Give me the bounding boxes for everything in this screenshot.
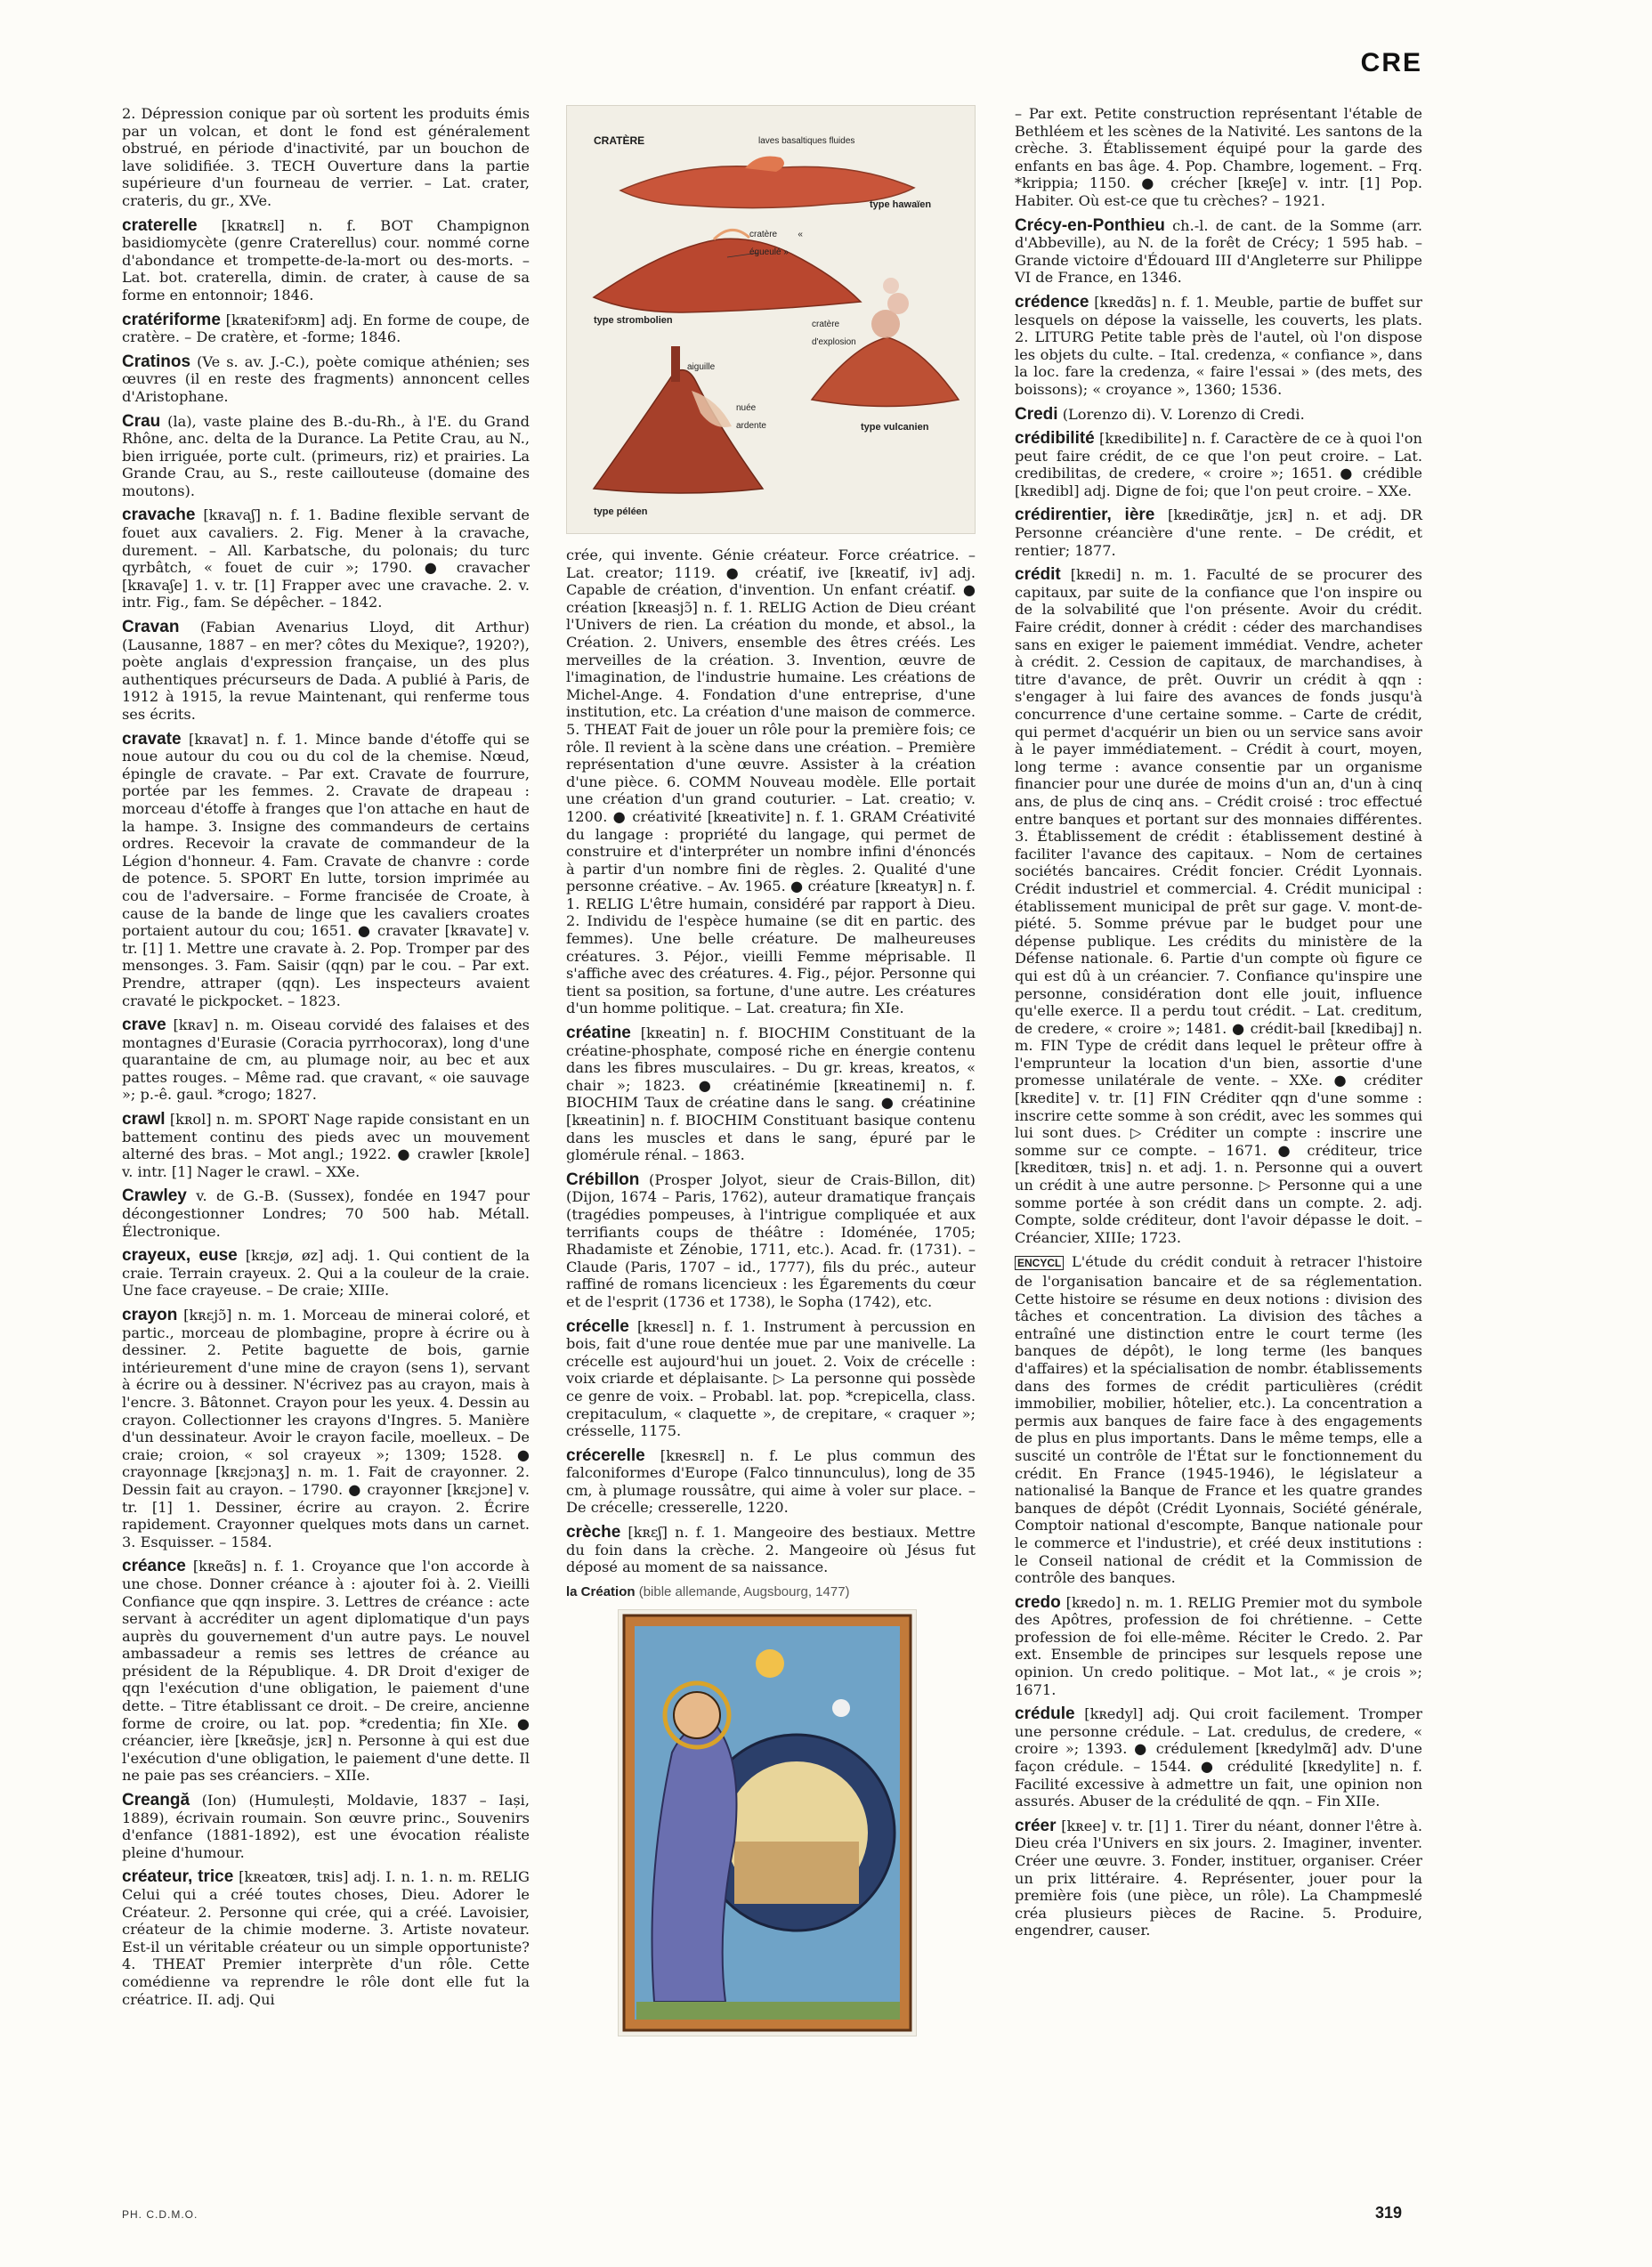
creation-picture [619,1610,916,2036]
entry-headword: credo [1015,1592,1061,1612]
column-2 [566,105,976,2036]
label-laves: laves basaltiques fluides [758,136,855,146]
entry-headword: cratériforme [122,310,221,329]
entry-headword: Cravan [122,618,180,637]
entry [566,547,976,1017]
entry-text: (Ion) (Humulești, Moldavie, 1837 – Iași, 1889), écrivain roumain. Son œuvre princ., Souvenirs d'enfance (1881-1892), est une évocation réaliste pleine d'humour. [122,1792,530,1861]
entry [122,217,530,304]
entry [122,1868,530,2008]
entry [122,1307,530,1550]
caption-head: la Création [566,1583,636,1599]
cratere-illustration [566,105,976,534]
entry-headword: créatine [566,1024,631,1043]
entry [1015,105,1422,210]
entry-headword: Credi [1015,404,1058,424]
entry [122,506,530,611]
entry [1015,1594,1422,1699]
entry-headword: créer [1015,1816,1057,1835]
entry-headword: Crawley [122,1186,187,1206]
entry [1015,406,1422,424]
label-aiguille: aiguille [687,362,716,372]
entry-text: [kʀedo] n. m. 1. RELIG Premier mot du symbole des Apôtres, profession de foi chrétienne. – Cette profession de foi elle-même. Réciter le Credo. 2. Par ext. Ensemble de principes sur lesquels repose une opinion. Un credo politique. – Mot lat., « je crois »; 1671. [1015,1593,1422,1698]
entry-headword: créance [122,1557,186,1576]
label-cratere-explosion: cratère d'explosion [812,320,856,347]
entry-headword: crédibilité [1015,429,1095,449]
column-1 [122,105,530,2015]
entry-text: [kʀedibilite] n. f. Caractère de ce à quoi l'on peut faire crédit, de ce que l'on peut croire. – Lat. credibilitas, de credere, « croire »; 1651. ● crédible [kʀedibl] adj. Digne de foi; que l'on peut croire. – XXe. [1015,430,1422,499]
entry-text: [kʀɛʃ] n. f. 1. Mangeoire des bestiaux. Mettre du foin dans la crèche. 2. Mangeoire où Jésus fut déposé au moment de sa naissance. [566,1524,976,1576]
entry [122,1111,530,1180]
entry-text: crée, qui invente. Génie créateur. Force créatrice. – Lat. creator; 1119. ● créatif, ive [kʀeatif, iv] adj. Capable de création, d'invention. Un enfant créatif. ● création [kʀeasjɔ̃] n. f. 1. RELIG Action de Dieu créant l'Univers de rien. La création du monde, et absol., la Création. 2. Univers, ensemble des êtres créés. Les merveilles de la création. 3. Invention, œuvre de l'imagination, de l'industrie humaine. Les créations de Michel-Ange. 4. Fondation d'une entreprise, d'une institution, etc. La création d'une maison de commerce. 5. THEAT Fait de jouer un rôle pour la première fois; ce rôle. Il revient à la scène dans une création. – Première représentation d'une œuvre. Assister à la création d'une pièce. 6. COMM Nouveau modèle. Elle portait une création d'un grand couturier. – Lat. creatio; v. 1200. ● créativité [kʀeativite] n. f. 1. GRAM Créativité du langage : propriété du langage, qui permet de construire et d'interpréter un nombre infini d'énoncés à partir d'un nombre fini de règles. 2. Qualité d'une personne créative. – Av. 1965. ● créature [kʀeatyʀ] n. f. 1. RELIG L'être humain, considéré par rapport à Dieu. 2. Individu de l'espèce humaine (se dit en partic. des femmes). Une belle créature. De malheureuses créatures. 3. Péjor., vieilli Femme méprisable. Il s'affiche avec des créatures. 4. Fig., péjor. Personne qui tient sa position, sa fortune, d'une autre. Les créatures d'un homme politique. – Lat. creatura; fin XIe. [566,547,976,1017]
entry-text: [kʀateʀifɔʀm] adj. En forme de coupe, de cratère. – De cratère, et -forme; 1846. [122,311,530,346]
entry-text: – Par ext. Petite construction représentant l'étable de Bethléem et les scènes de la Nativité. Les santons de la crèche. 3. Établissement équipé pour la garde des enfants en bas âge. 4. Pop. Chambre, logement. – Frq. *krippia; 1150. ● crécher [kʀeʃe] v. intr. [1] Pop. Habiter. Où est-ce que tu crèches? – 1921. [1015,105,1422,209]
entry-text: [kʀav] n. m. Oiseau corvidé des falaises et des montagnes d'Eurasie (Coracia pyrrhocorax), long d'une quarantaine de cm, au plumage noir, au bec et aux pattes rouges. – Même rad. que cravant, « oie sauvage »; p.-ê. gaul. *crogo; 1827. [122,1016,530,1104]
entry [122,619,530,724]
caption-rest: (bible allemande, Augsbourg, 1477) [638,1583,850,1599]
entry [122,731,530,1010]
entry-headword: crèche [566,1523,621,1542]
entry [566,1171,976,1311]
entry-headword: crédence [1015,292,1089,312]
label-peleen: type péléen [594,506,648,517]
entry-headword: ENCYCL [1015,1256,1064,1270]
label-nuee: nuée ardente [736,403,766,431]
entry-headword: Creangă [122,1791,190,1810]
entry-text: (Fabian Avenarius Lloyd, dit Arthur) (Lausanne, 1887 – en mer? côtes du Mexique?, 1920?), poète anglais d'expression française, un des plus authentiques précurseurs de Dada. A publié à Paris, de 1912 à 1915, la revue Maintenant, qui renferme tous ses écrits. [122,619,530,723]
entry [1015,430,1422,499]
entry [122,1792,530,1861]
entry-headword: crayon [122,1306,178,1324]
entry-headword: craterelle [122,215,198,235]
entry-text: (Ve s. av. J.-C.), poète comique athénien; ses œuvres (il en reste des fragments) annoncent celles d'Aristophane. [122,352,530,405]
entry-text: [kʀeɑ̃s] n. f. 1. Croyance que l'on accorde à une chose. Donner créance à : ajouter foi à. 2. Vieilli Confiance que qqn inspire. 3. Lettres de créance : acte servant à accréditer un agent diplomatique d'un pays auprès du gouvernement d'un autre pays. Le nouvel ambassadeur a remis ses lettres de créance au président de la République. 4. DR Droit d'exiger de qqn l'exécution d'une obligation, le paiement d'une dette. – Titre établissant ce droit. – De creire, ancienne forme de croire, ou lat. pop. *credentia; fin XIe. ● créancier, ière [kʀeɑ̃sje, jɛʀ] n. Personne à qui est due l'exécution d'une obligation, le paiement d'une dette. Il ne paie pas ses créanciers. – XIIe. [122,1558,530,1785]
entry-text: v. de G.-B. (Sussex), fondée en 1947 pour décongestionner Londres; 70 500 hab. Métall. Électronique. [122,1187,530,1240]
creation-woodcut [618,1609,917,2036]
entry [1015,506,1422,559]
entry-headword: crave [122,1016,166,1035]
entry [122,1247,530,1299]
entry-headword: Crébillon [566,1170,640,1189]
entry-text: (Lorenzo di). V. Lorenzo di Credi. [1062,405,1305,423]
entry-text: [kʀee] v. tr. [1] 1. Tirer du néant, donner l'être à. Dieu créa l'Univers en six jours. 2. Imaginer, inventer. Créer une œuvre. 3. Fonder, instituer, organiser. Créer un prix littéraire. 4. Représenter, jouer pour la première fois (une pièce, un rôle). La Champmeslé créa plusieurs pièces de Racine. 5. Produire, engendrer, causer. [1015,1817,1422,1939]
entry [1015,294,1422,399]
entry-headword: crédirentier, ière [1015,506,1155,525]
entry [122,312,530,346]
figure-title: CRATÈRE [594,134,645,147]
guide-word: CRE [1360,48,1422,77]
entry-text: (Prosper Jolyot, sieur de Crais-Billon, dit) (Dijon, 1674 – Paris, 1762), auteur dramatique français (tragédies pompeuses, à l'intrigue compliquée et aux terrifiants coups de théâtre : Idoménée, 1705; Rhadamiste et Zénobie, 1711, etc.). Acad. fr. (1731). – Claude (Paris, 1707 – id., 1777), fils du préc., auteur raffiné de romans licencieux : les Égarements du cœur et de l'esprit (1736 et 1738), le Sopha (1742), etc. [566,1170,976,1310]
entry-text: [kʀavat] n. f. 1. Mince bande d'étoffe qui se noue autour du cou ou du col de la chemise. Nœud, épingle de cravate. – Par ext. Cravate de fourrure, portée par les femmes. 2. Cravate de drapeau : morceau d'étoffe à franges que l'on attache en haut de la hampe. 3. Insigne des commandeurs de certains ordres. Recevoir la cravate de commandeur de la Légion d'honneur. 4. Fam. Cravate de chanvre : corde de potence. 5. SPORT En lutte, torsion imprimée au cou de l'adversaire. – Forme francisée de Croate, à cause de la bande de linge que les cavaliers croates portaient autour du cou; 1651. ● cravater [kʀavate] v. tr. [1] 1. Mettre une cravate à. 2. Pop. Tromper par des mensonges. 3. Fam. Saisir (qqn) par le cou. – Par ext. Prendre, attraper (qqn). Les inspecteurs avaient cravaté le pickpocket. – 1823. [122,730,530,1009]
entry-text: [kʀavaʃ] n. f. 1. Badine flexible servant de fouet aux cavaliers. 2. Fig. Mener à la cravache, durement. – All. Karbatsche, du polonais; du turc qyrbâtch, « fouet de cuir »; 1790. ● cravacher [kʀavaʃe] 1. v. tr. [1] Frapper avec une cravache. 2. v. intr. Fig., fam. Se dépêcher. – 1842. [122,506,530,611]
entry-text: [kʀol] n. m. SPORT Nage rapide consistant en un battement continu des pieds avec un mouvement alterné des bras. – Mot angl.; 1922. ● crawler [kʀole] v. intr. [1] Nager le crawl. – XXe. [122,1111,530,1180]
entry-headword: crayeux, euse [122,1246,238,1266]
entry-headword: crécerelle [566,1445,645,1465]
entry [1015,1818,1422,1939]
entry-headword: Cratinos [122,352,191,371]
entry-text: L'étude du crédit conduit à retracer l'histoire de l'organisation bancaire et de sa réglementation. Cette histoire se résume en deux notions : division des tâches et concentration. La division des tâches a entraîné une distinction entre le court terme (les banques de dépôt), le long terme (les banques d'affaires) et la spécialisation de nombr. établissements dans des formes de crédit particulières (crédit immobilier, mobilier, hôtelier, etc.). La concentration a permis aux banques de faire face à des engagements de plus en plus importants. Dans le même temps, elle a suscité un contrôle de l'État sur le fonctionnement du crédit. En France (1945-1946), le législateur a nationalisé la Banque de France et les quatre grandes banques de dépôt (Crédit Lyonnais, Société générale, Comptoir national d'escompte, Banque nationale pour le commerce et l'industrie), et créé deux institutions : le Conseil national de crédit et la Commission de contrôle des banques. [1015,1253,1422,1587]
page-number: 319 [1375,2204,1403,2222]
entry [122,1016,530,1104]
label-vulcanien: type vulcanien [861,422,929,433]
entry [122,413,530,500]
entry [1015,1253,1422,1586]
entry-headword: crédule [1015,1704,1075,1724]
entry [1015,217,1422,287]
label-hawaien: type hawaïen [870,199,932,210]
entry-headword: crédit [1015,565,1061,585]
label-cratere-egueule: cratère « égueulé » [749,230,803,257]
entry [1015,566,1422,1246]
entry-text: [kʀesʀɛl] n. f. Le plus commun des falconiformes d'Europe (Falco tinnunculus), long de 35 cm, à plumage roussâtre, qui aime à voler sur place. – De crécelle; cresserelle, 1220. [566,1446,976,1517]
entry-text: [kʀeatœʀ, tʀis] adj. I. n. 1. n. m. RELIG Celui qui a créé toutes choses, Dieu. Adorer le Créateur. 2. Personne qui crée, qui a créé. Lavoisier, créateur de la chimie moderne. 3. Artiste novateur. Est-il un véritable créateur ou un simple opportuniste? 4. THEAT Premier interprète d'un rôle. Cette comédienne va reprendre le rôle dont elle fut la créatrice. II. adj. Qui [122,1868,530,2008]
entry-headword: Crécy-en-Ponthieu [1015,215,1165,235]
entry-text: (la), vaste plaine des B.-du-Rh., à l'E. du Grand Rhône, anc. delta de la Durance. La Petite Crau, au N., bien irriguée, porte cult. (primeurs, riz) et prairies. La Grande Crau, au S., reste caillouteuse (domaine des moutons). [122,412,530,499]
photo-credit: PH. C.D.M.O. [122,2208,198,2221]
entry-text: [kʀedyl] adj. Qui croit facilement. Tromper une personne crédule. – Lat. credulus, de credere, « croire »; 1393. ● crédulement [kʀedylmɑ̃] adv. D'une façon crédule. – 1544. ● crédulité [kʀedylite] n. f. Facilité excessive à admettre un fait, une opinion non assurés. Abuser de la crédulité de qqn. – Fin XIIe. [1015,1705,1423,1810]
entry [122,1187,530,1240]
entry-text: [kʀediʀɑ̃tje, jɛʀ] n. et adj. DR Personne créancière d'une rente. – De crédit, et rentier; 1877. [1015,506,1422,559]
entry [566,1024,976,1164]
entry-text: [kʀɛjø, øz] adj. 1. Qui contient de la craie. Terrain crayeux. 2. Qui a la couleur de la craie. Une face crayeuse. – De craie; XIIIe. [122,1247,530,1299]
entry-headword: crawl [122,1110,166,1129]
entry [566,1447,976,1517]
entry [1015,1705,1422,1810]
entry-text: [kʀeatin] n. f. BIOCHIM Constituant de la créatine-phosphate, composé riche en énergie contenu dans les fibres musculaires. – Du gr. kreas, kreatos, « chair »; 1823. ● créatinémie [kʀeatinemi] n. f. BIOCHIM Taux de créatine dans le sang. ● créatinine [kʀeatinin] n. f. BIOCHIM Constituant basique contenu dans les muscles et dans le sang, épuré par le glomérule rénal. – 1863. [566,1024,976,1164]
entry [566,1524,976,1576]
entry [566,1318,976,1440]
entry [122,105,530,210]
entry-headword: cravache [122,506,196,525]
entry-text: [kʀɛjɔ̃] n. m. 1. Morceau de minerai coloré, et partic., morceau de plombagine, propre à écrire ou à dessiner. 2. Petite baguette de bois, garnie intérieurement d'une mine de crayon (sens 1), servant à écrire ou à dessiner. N'écrivez pas au crayon, mais à l'encre. 3. Bâtonnet. Crayon pour les yeux. 4. Dessin au crayon. Collectionner les crayons d'Ingres. 5. Manière d'un dessinateur. Avoir le crayon facile, moelleux. – De craie; croion, « sol crayeux »; 1309; 1528. ● crayonnage [kʀɛjɔnaʒ] n. m. 1. Fait de crayonner. 2. Dessin fait au crayon. – 1790. ● crayonner [kʀɛjɔne] v. tr. [1] 1. Dessiner, écrire au crayon. 2. Écrire rapidement. Crayonner quelques mots dans un carnet. 3. Esquisser. – 1584. [122,1307,530,1550]
column-3 [1015,105,1422,1947]
entry-text: [kʀesɛl] n. f. 1. Instrument à percussion en bois, fait d'une roue dentée mue par une manivelle. La crécelle est aujourd'hui un jouet. 2. Voix de crécelle : voix criarde et déplaisante. ▷ La personne qui possède ce genre de voix. – Probabl. lat. pop. *crepicella, class. crepitaculum, « claquette », de crepitare, « craquer »; crésselle, 1175. [566,1317,976,1440]
entry-text: [kʀedɑ̃s] n. f. 1. Meuble, partie de buffet sur lesquels on dépose la vaisselle, les couverts, les plats. 2. LITURG Petite table près de l'autel, où l'on dispose les objets du culte. – Ital. credenza, « confiance », dans la loc. fare la credenza, « faire l'essai » (des mets, des boissons); « croyance », 1360; 1536. [1015,293,1422,398]
entry-headword: créateur, trice [122,1867,234,1887]
entry [122,1558,530,1785]
figure-caption [566,1583,976,1601]
entry-headword: crécelle [566,1316,629,1336]
entry-text: [kʀatʀɛl] n. f. BOT Champignon basidiomycète (genre Craterellus) cour. nommé corne d'abondance et trompette-de-la-mort ou des-morts. – Lat. bot. craterella, dimin. de crater, à cause de sa forme en entonnoir; 1846. [122,216,530,304]
entry-headword: Crau [122,411,161,431]
label-strombolien: type strombolien [594,315,673,326]
entry-headword: cravate [122,729,182,749]
entry-text: ch.-l. de cant. de la Somme (arr. d'Abbeville), au N. de la forêt de Crécy; 1 595 hab. – Grande victoire d'Édouard III d'Angleterre sur Philippe VI de France, en 1346. [1015,216,1422,287]
entry-text: 2. Dépression conique par où sortent les produits émis par un volcan, et dont le fond est généralement obstrué, en période d'inactivité, par un bouchon de lave solidifiée. 3. TECH Ouverture dans la partie supérieure d'un fourneau de verrier. – Lat. crater, crateris, du gr., XVe. [122,105,530,209]
entry-text: [kʀedi] n. m. 1. Faculté de se procurer des capitaux, par suite de la confiance que l'on inspire ou de la solvabilité que l'on présente. Avoir du crédit. Faire crédit, donner à crédit : céder des marchandises sans en exiger le paiement immédiat. Vendre, acheter à crédit. 2. Cession de capitaux, de marchandises, à titre d'avance, de prêt. Ouvrir un crédit à qqn : s'engager à lui faire des avances de fonds jusqu'à concurrence d'une certaine somme. – Carte de crédit, qui permet d'acquérir un bien ou un service sans avoir à le payer immédiatement. – Crédit à court, moyen, long terme : avance consentie par un organisme financier pour une durée de moins d'un an, d'un à cinq ans, de plus de cinq ans. – Crédit croisé : troc effectué entre banques et portant sur des monnaies différentes. 3. Établissement de crédit : établissement destiné à faciliter l'avance des capitaux. – Nom de certaines sociétés bancaires. Crédit foncier. Crédit Lyonnais. Crédit industriel et commercial. 4. Crédit municipal : établissement municipal de prêt sur gage. V. mont-de-piété. 5. Somme prévue par le budget pour une dépense publique. Les crédits du ministère de la Défense nationale. 6. Partie d'un compte où figure ce qui est dû à un créancier. 7. Confiance qu'inspire une personne, considération dont elle jouit, influence qu'elle exerce. Il a perdu tout crédit. – Lat. creditum, de credere, « croire »; 1481. ● crédit-bail [kʀedibaj] n. m. FIN Type de crédit dans lequel le prêteur offre à l'emprunteur la location d'un bien, assortie d'une promesse unilatérale de vente. – XXe. ● créditer [kʀedite] v. tr. [1] FIN Créditer qqn d'une somme : inscrire cette somme à son crédit, avec les sommes qui lui sont dues. ▷ Créditer un compte : inscrire une somme sur ce compte. – 1671. ● créditeur, trice [kʀeditœʀ, tʀis] n. et adj. 1. n. Personne qui a ouvert un crédit à une autre personne. ▷ Personne qui a une somme portée à son crédit dans un compte. 2. adj. Compte, solde créditeur, dont l'avoir dépasse le doit. – Créancier, XIIIe; 1723. [1015,566,1422,1246]
entry [122,353,530,406]
